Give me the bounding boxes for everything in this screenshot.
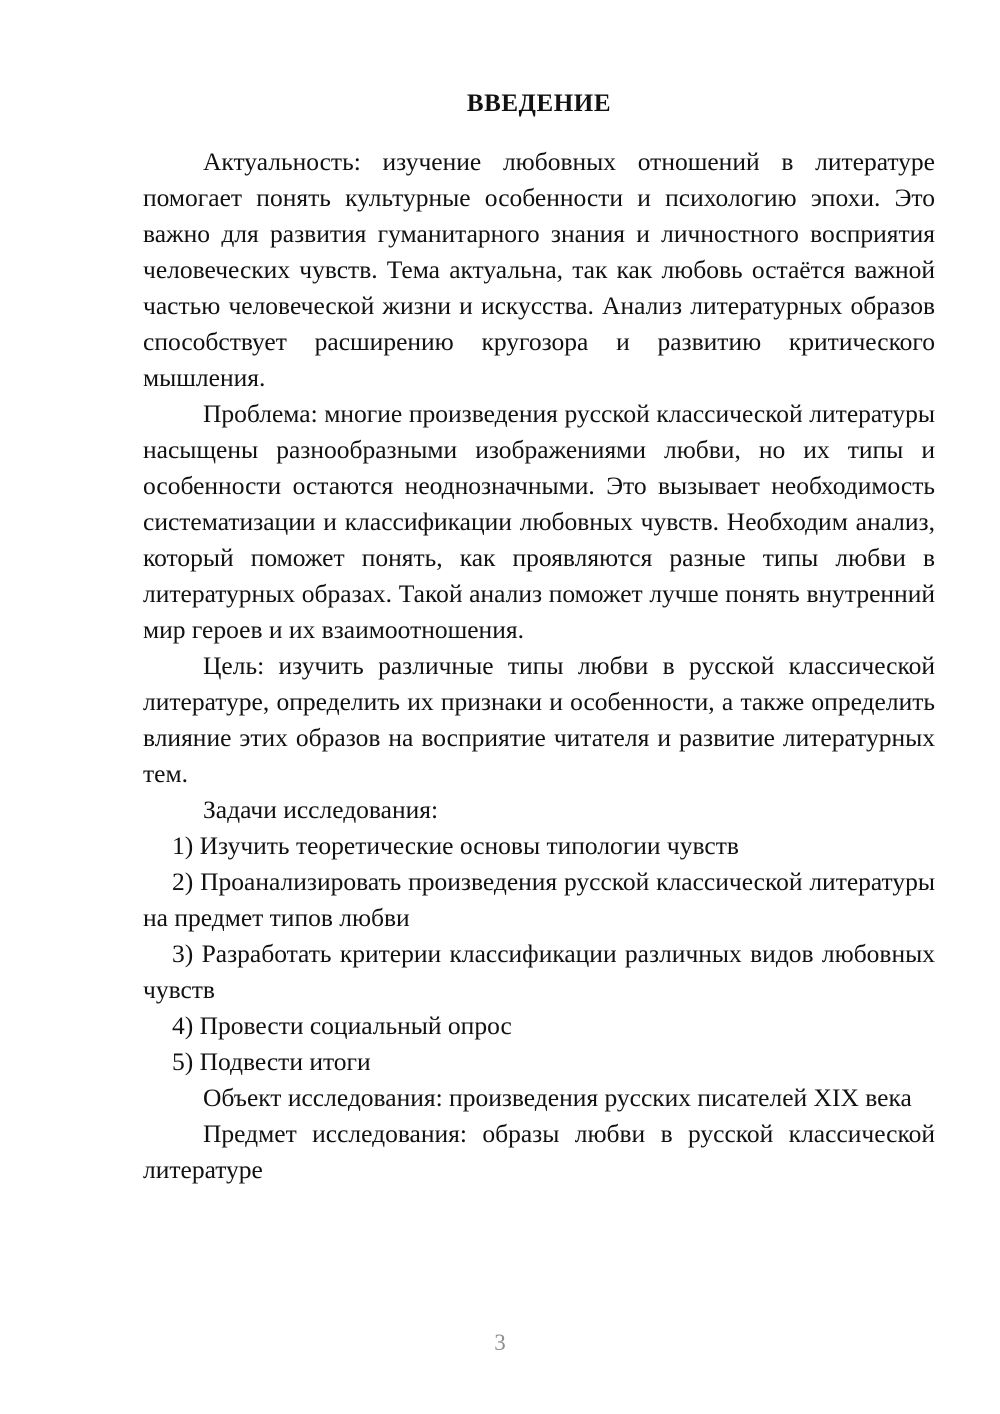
paragraph-goal: Цель: изучить различные типы любви в русской классической литературе, определить их признаки и особенности, а также определить влияние этих образов на восприятие читателя и развитие литературных тем.	[143, 651, 935, 788]
list-item: 4) Провести социальный опрос	[172, 1011, 512, 1040]
list-item: 1) Изучить теоретические основы типологии чувств	[172, 831, 739, 860]
list-item: 2) Проанализировать произведения русской классической литературы на предмет типов любви	[143, 867, 935, 932]
page-title: ВВЕДЕНИЕ	[466, 90, 612, 117]
tasks-intro-label: Задачи исследования:	[203, 795, 439, 824]
paragraph-object-of-research: Объект исследования: произведения русских писателей XIX века	[203, 1083, 912, 1112]
paragraph-problem: Проблема: многие произведения русской классической литературы насыщены разнообразными изображениями любви, но их типы и особенности остаются неоднозначными. Это вызывает необходимость систематизации и классификации любовных чувств. Необходим анализ, который поможет понять, как проявляются разные типы любви в литературных образах. Такой анализ поможет лучше понять внутренний мир героев и их взаимоотношения.	[143, 399, 935, 644]
document-body	[143, 86, 935, 1188]
paragraph-relevance: Актуальность: изучение любовных отношений в литературе помогает понять культурные особенности и психологию эпохи. Это важно для развития гуманитарного знания и личностного восприятия человеческих чувств. Тема актуальна, так как любовь остаётся важной частью человеческой жизни и искусства. Анализ литературных образов способствует расширению кругозора и развитию критического мышления.	[143, 147, 935, 392]
list-item: 3) Разработать критерии классификации различных видов любовных чувств	[143, 939, 935, 1004]
page-number: 3	[494, 1330, 506, 1355]
paragraph-subject-of-research: Предмет исследования: образы любви в русской классической литературе	[143, 1119, 935, 1184]
list-item: 5) Подвести итоги	[172, 1047, 371, 1076]
